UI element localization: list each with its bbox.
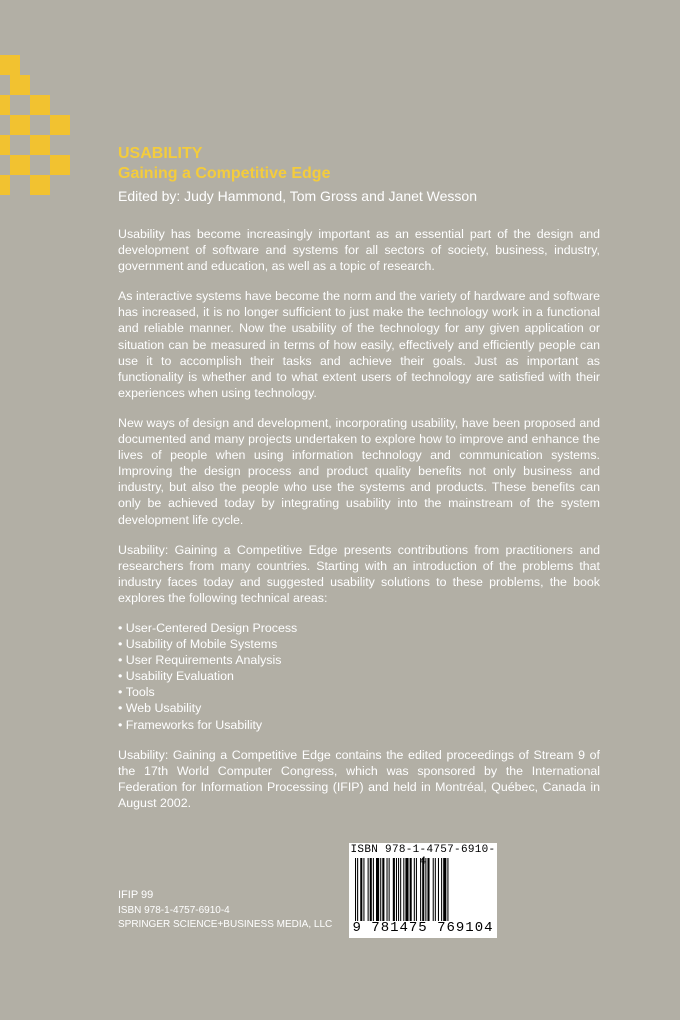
series-number: IFIP 99 — [118, 889, 154, 901]
barcode-bar — [357, 858, 358, 921]
barcode-bar — [435, 858, 436, 921]
barcode-digits: 9 781475 769104 — [352, 920, 494, 936]
isbn-text: ISBN 978-1-4757-6910-4 — [118, 905, 230, 916]
barcode-bar — [447, 858, 448, 921]
barcode-bar — [441, 858, 442, 921]
list-item: • Usability Evaluation — [118, 668, 600, 684]
barcode-isbn-label: ISBN 978-1-4757-6910- — [350, 844, 496, 856]
list-item: • Tools — [118, 684, 600, 700]
barcode-bar — [382, 858, 384, 921]
barcode-bar — [363, 858, 364, 921]
barcode-bar — [405, 858, 408, 921]
barcode-bars — [355, 858, 491, 921]
barcode-bar — [355, 858, 356, 921]
barcode-bar — [373, 858, 374, 921]
barcode-bar — [403, 858, 404, 921]
blurb — [118, 226, 600, 825]
barcode-bar — [427, 858, 429, 921]
imprint-block — [118, 888, 332, 932]
list-item: • Frameworks for Usability — [118, 717, 600, 733]
paragraph: Usability: Gaining a Competitive Edge presents contributions from practitioners and researchers from many countries. Starting with an introduction of the problems that industry faces today and suggested usability solutions to these problems, the book explores the following technical areas: — [118, 542, 600, 605]
checkerboard-decoration — [0, 55, 70, 195]
barcode-bar — [393, 858, 395, 921]
barcode-bar — [414, 858, 415, 921]
barcode-bar — [376, 858, 379, 921]
barcode-bar — [389, 858, 390, 921]
barcode — [349, 843, 497, 938]
barcode-bar — [433, 858, 434, 921]
topics-list — [118, 620, 600, 733]
barcode-bar — [420, 858, 421, 921]
title-block — [118, 144, 618, 206]
closing-paragraph: Usability: Gaining a Competitive Edge contains the edited proceedings of Stream 9 of the 17th World Computer Congress, which was sponsored by the International Federation for Information Processing (IFIP) and held in Montréal, Québec, Canada in August 2002. — [118, 747, 600, 810]
barcode-bar — [422, 858, 424, 921]
barcode-bar — [396, 858, 397, 921]
paragraph: New ways of design and development, incorporating usability, have been proposed and documented and many projects undertaken to explore how to improve and enhance the lives of people when using information technology and communication systems. Improving the design process and product quality benefits not only business and industry, but also the people who use the systems and products. These benefits can only be achieved today by integrating usability into the mainstream of the system development life cycle. — [118, 415, 600, 527]
list-item: • Usability of Mobile Systems — [118, 636, 600, 652]
list-item: • User-Centered Design Process — [118, 620, 600, 636]
barcode-bar — [370, 858, 372, 921]
barcode-bar — [400, 858, 401, 921]
barcode-bar — [368, 858, 369, 921]
barcode-bar — [425, 858, 426, 921]
barcode-bar — [360, 858, 362, 921]
editors-line: Edited by: Judy Hammond, Tom Gross and Janet Wesson — [118, 188, 477, 204]
list-item: • Web Usability — [118, 700, 600, 716]
barcode-bar — [387, 858, 388, 921]
barcode-bar — [438, 858, 439, 921]
series-title: USABILITY — [118, 145, 203, 162]
barcode-bar — [380, 858, 381, 921]
barcode-bar — [398, 858, 399, 921]
publisher-name: SPRINGER SCIENCE+BUSINESS MEDIA, LLC — [118, 919, 333, 930]
paragraph: Usability has become increasingly important as an essential part of the design and development of software and systems for all sectors of society, business, industry, government and education, as well as a topic of research. — [118, 227, 600, 274]
list-item: • User Requirements Analysis — [118, 652, 600, 668]
book-subtitle: Gaining a Competitive Edge — [118, 165, 331, 182]
paragraph: As interactive systems have become the norm and the variety of hardware and software has increased, it is no longer sufficient to just make the technology work in a functional and reliable manner. Now the usability of the technology for any given application or situation can be measured in terms of how easily, effectively and efficiently people can use it to accomplish their tasks and achieve their goals. Just as important as functionality is whether and to what extent users of technology are satisfied with their experiences when using technology. — [118, 289, 600, 400]
barcode-bar — [443, 858, 446, 921]
barcode-bar — [416, 858, 417, 921]
barcode-bar — [410, 858, 412, 921]
